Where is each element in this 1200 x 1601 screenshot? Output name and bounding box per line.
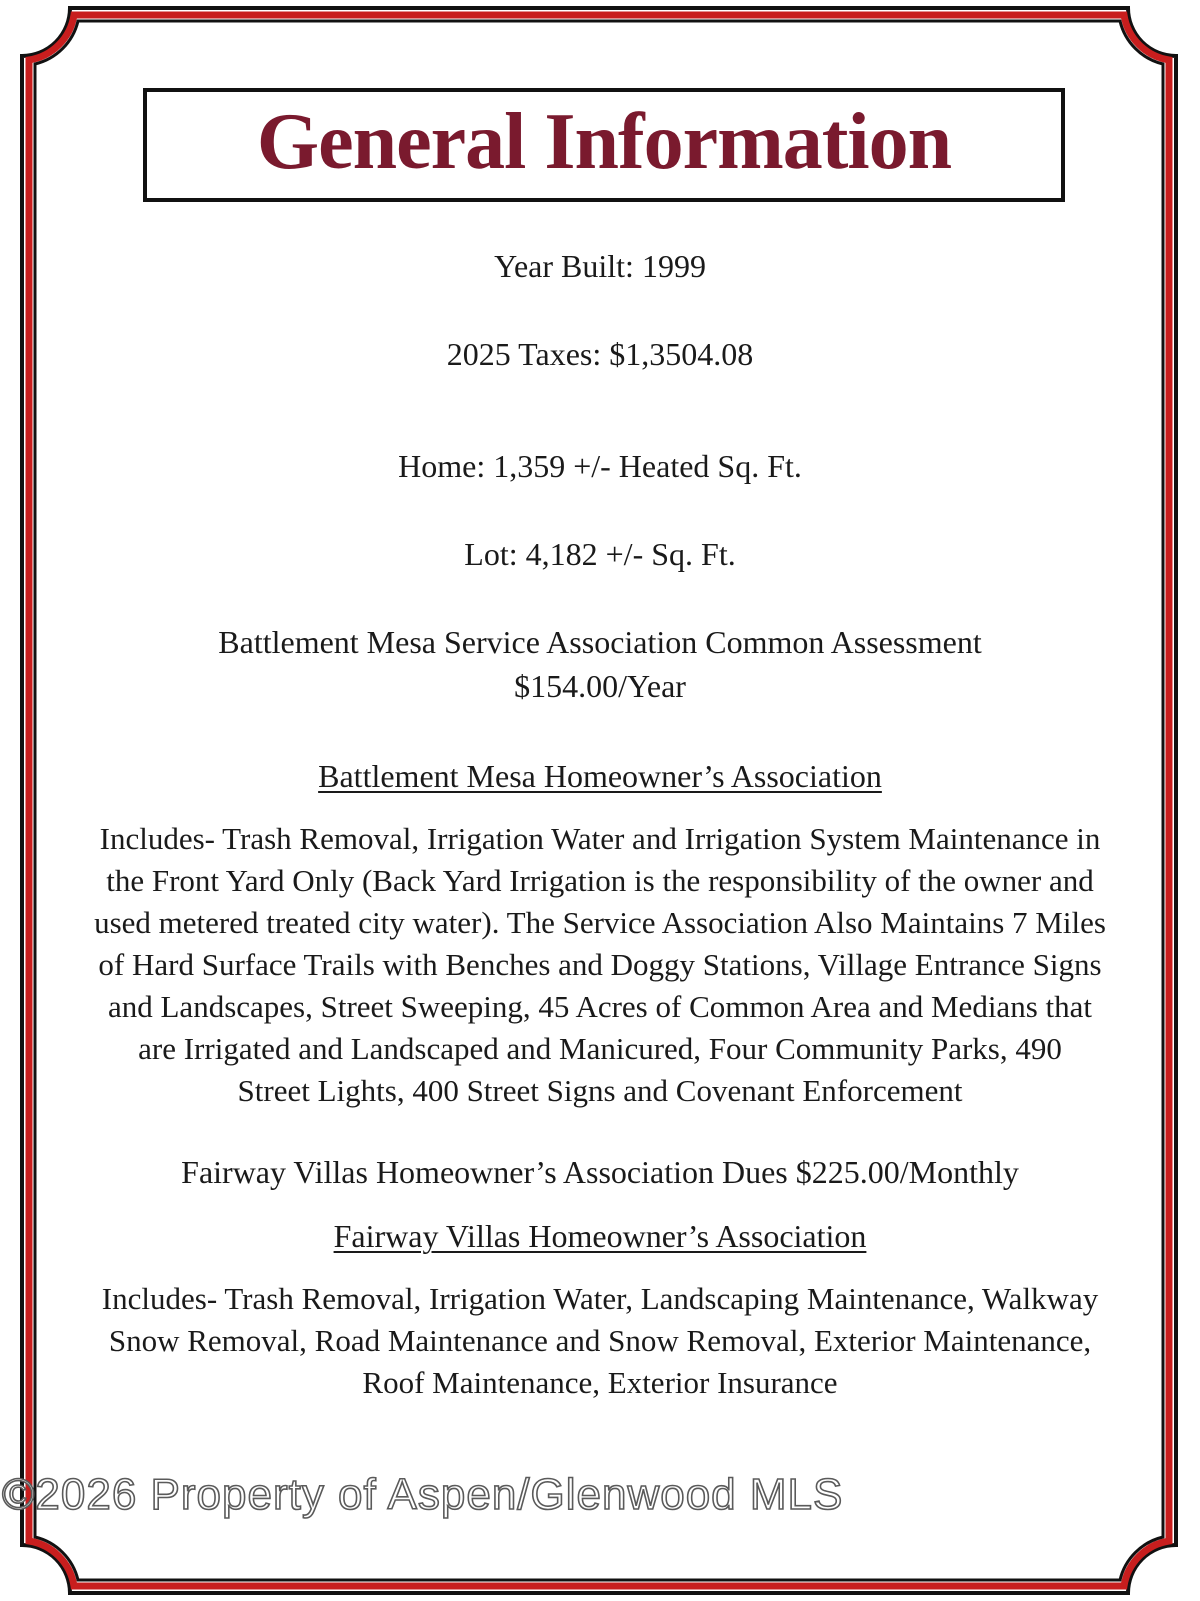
mls-watermark: ©2026 Property of Aspen/Glenwood MLS	[2, 1470, 844, 1519]
bmha-line: of Hard Surface Trails with Benches and Doggy Stations, Village Entrance Signs	[98, 947, 1102, 982]
bmha-line: the Front Yard Only (Back Yard Irrigation is the responsibility of the owner and	[106, 863, 1094, 898]
fvha-includes-paragraph	[25, 1278, 1175, 1404]
bmha-line: used metered treated city water). The Service Association Also Maintains 7 Miles	[94, 905, 1106, 940]
bmha-line: and Landscapes, Street Sweeping, 45 Acres of Common Area and Medians that	[107, 989, 1092, 1024]
bmha-line: Street Lights, 400 Street Signs and Covenant Enforcement	[237, 1073, 963, 1108]
page-title: General Information	[256, 98, 952, 186]
fairway-dues: Fairway Villas Homeowner’s Association Dues $225.00/Monthly	[181, 1154, 1019, 1190]
bmha-line: are Irrigated and Landscaped and Manicured, Four Community Parks, 490	[138, 1031, 1062, 1066]
title-box	[143, 88, 1065, 202]
fvha-line: Roof Maintenance, Exterior Insurance	[362, 1365, 838, 1400]
home-square-footage: Home: 1,359 +/- Heated Sq. Ft.	[398, 448, 802, 484]
fvha-line: Includes- Trash Removal, Irrigation Water, Landscaping Maintenance, Walkway	[101, 1281, 1099, 1316]
lot-square-footage: Lot: 4,182 +/- Sq. Ft.	[464, 536, 736, 572]
bmha-includes-paragraph	[25, 818, 1175, 1112]
common-assessment-label: Battlement Mesa Service Association Common Assessment	[218, 624, 982, 660]
common-assessment-amount: $154.00/Year	[514, 668, 686, 704]
fvha-line: Snow Removal, Road Maintenance and Snow Removal, Exterior Maintenance,	[108, 1323, 1092, 1358]
fvha-heading: Fairway Villas Homeowner’s Association	[333, 1218, 867, 1254]
bmha-line: Includes- Trash Removal, Irrigation Water and Irrigation System Maintenance in	[99, 821, 1101, 856]
taxes: 2025 Taxes: $1,3504.08	[446, 336, 754, 372]
year-built: Year Built: 1999	[494, 248, 706, 284]
bmha-heading: Battlement Mesa Homeowner’s Association	[318, 758, 882, 794]
